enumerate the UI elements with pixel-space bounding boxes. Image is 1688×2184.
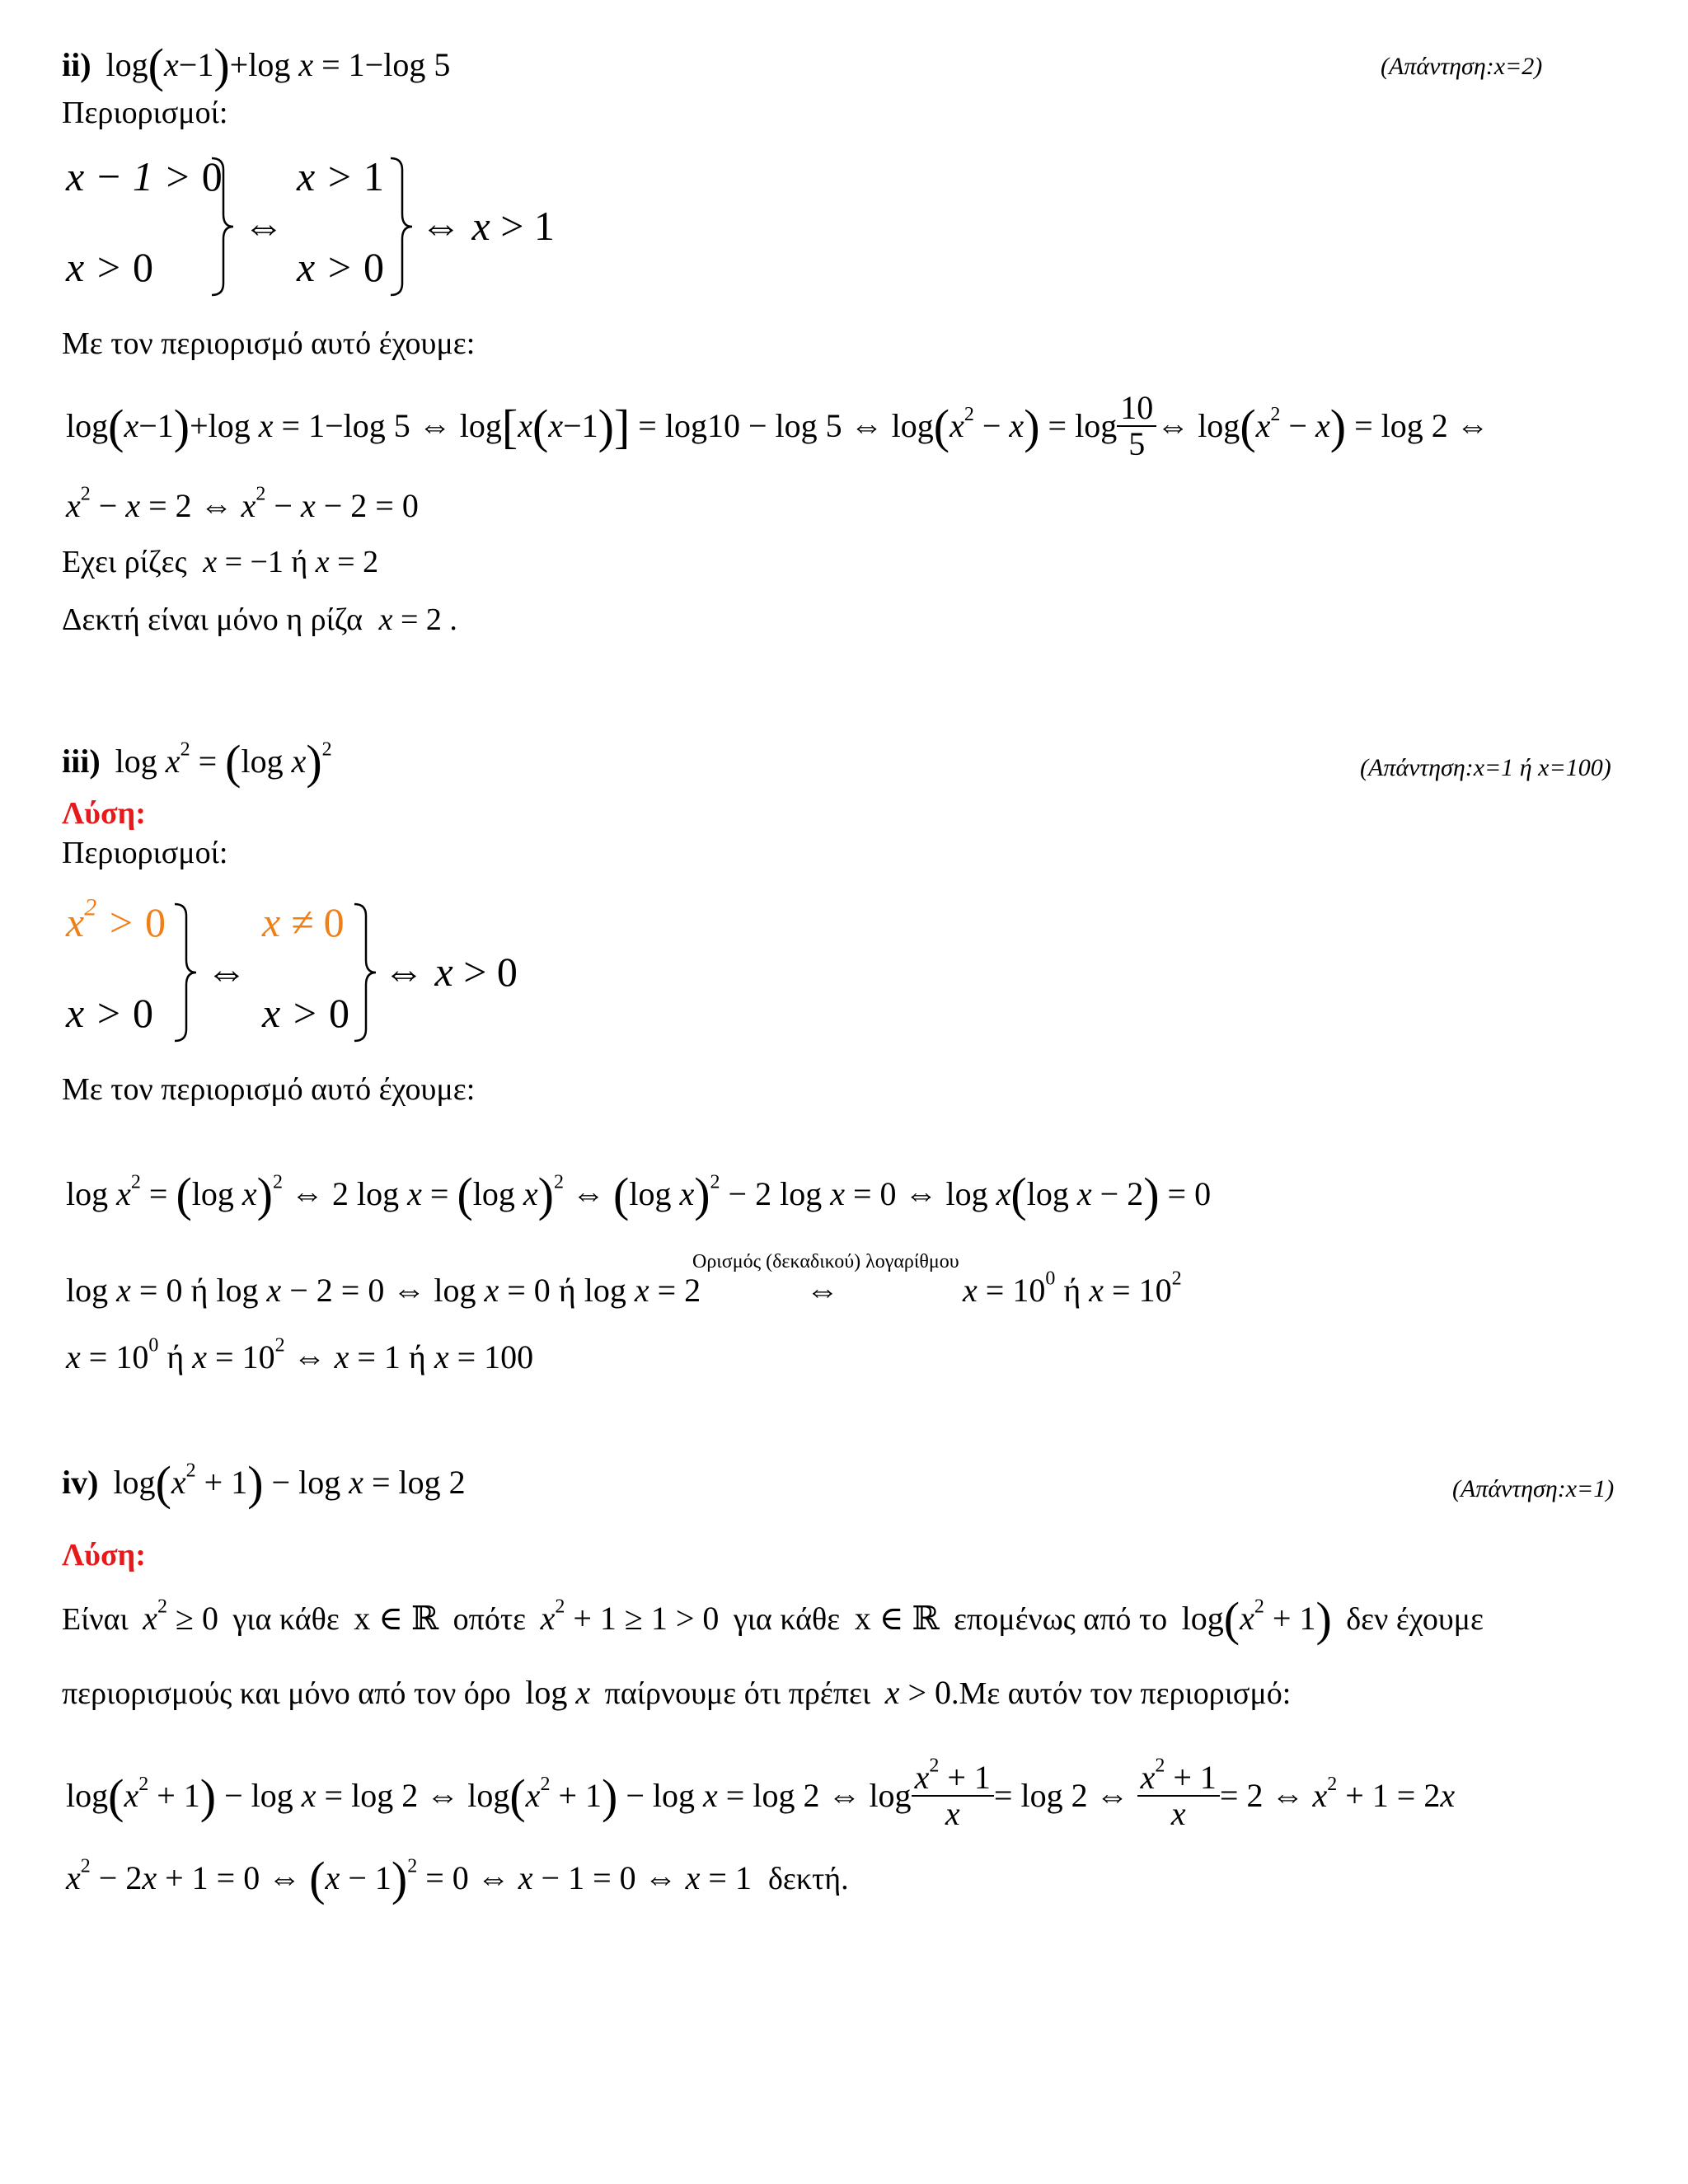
part-iv-equation-line: iv) $\log(x^2 + 1) - \log x = \log 2$ bbox=[62, 1455, 466, 1510]
part-iii-equation-line: iii) $\log x^2 = (\log$ x)$^2$ bbox=[62, 734, 332, 789]
part-iv-text-line2: περιορισμούς και μόνο από τον όρο log x παίρνουμε ότι πρέπει x > 0.Με αυτόν τον περιορισμό: bbox=[62, 1674, 1292, 1711]
part-ii-sys-left-top: x − 1 > 0 bbox=[66, 153, 223, 199]
part-ii-equation-line: ii) log(x−1)+log x = 1−log 5 bbox=[62, 38, 451, 92]
part-iii-label: iii) bbox=[62, 743, 101, 780]
part-ii-sys-result: ⇔ x > 1 bbox=[420, 203, 555, 249]
part-iii-equiv-1: ⇔ bbox=[206, 949, 247, 995]
part-iv-text1-b: για κάθε bbox=[232, 1602, 340, 1637]
part-iv-text2-c: .Με αυτόν τον περιορισμό: bbox=[951, 1676, 1292, 1711]
part-iii-with-restriction: Με τον περιορισμό αυτό έχουμε: bbox=[62, 1072, 476, 1107]
part-ii-brace-2 bbox=[389, 157, 414, 297]
part-ii-line1: log(x−1)+log x = 1−log 5 ⇔ log[x(x−1)] = log10 − log 5 ⇔ $\log(x^2 - x) = \log$ $\frac{10}{5}$ ⇔ $\log(x^2 - x) = \log 2$ ⇔ bbox=[66, 389, 1489, 462]
part-ii-roots-line: Εχει ρίζες x = −1 ή x = 2 bbox=[62, 545, 379, 579]
part-iv-text2-b: παίρνουμε ότι πρέπει bbox=[604, 1676, 871, 1711]
part-iv-text1-d: για κάθε bbox=[733, 1602, 841, 1637]
part-iv-solution-label: Λύση: bbox=[62, 1538, 146, 1572]
part-ii-brace-1 bbox=[210, 157, 235, 297]
part-iv-answer: (Απάντηση:x=1) bbox=[1452, 1475, 1615, 1502]
part-iii-line2-result: $x = 10^0$ ή $x = 10^2$ bbox=[963, 1268, 1182, 1309]
part-iv-line1: $\log(x^2 + 1) - \log x = \log 2$ ⇔ $\log(x^2 + 1) - \log x = \log 2$ ⇔ log $\frac{x^2 + 1}{x}$ = log 2 ⇔ $\frac{x^2 + 1}{x}$ = 2 ⇔ $x^2 + 1 = 2x$ bbox=[66, 1755, 1456, 1832]
part-iii-line3: $x = 10^0$ ή $x = 10^2$ ⇔ x = 1 ή x = 100 bbox=[66, 1334, 534, 1376]
part-iii-annotation: Ορισμός (δεκαδικού) λογαρίθμου bbox=[692, 1251, 959, 1272]
part-iv-text-line1: Είναι $x^2 \ge 0$ για κάθε x ∈ ℝ οπότε $x^2 + 1 \ge 1 > 0$ για κάθε x ∈ ℝ επομένως από το $\log(x^2 + 1)$ δεν έχουμε bbox=[62, 1591, 1484, 1646]
part-ii-roots-text: Εχει ρίζες bbox=[62, 545, 187, 579]
part-iv-text2-a: περιορισμούς και μόνο από τον όρο bbox=[62, 1676, 511, 1711]
part-ii-restrictions-heading: Περιορισμοί: bbox=[62, 96, 228, 130]
part-iii-sys-result: ⇔ x > 0 bbox=[383, 949, 518, 995]
part-ii-sys-left-bottom: x > 0 bbox=[66, 244, 153, 290]
part-ii-with-restriction: Με τον περιορισμό αυτό έχουμε: bbox=[62, 326, 476, 361]
part-iii-solution-label: Λύση: bbox=[62, 796, 146, 831]
part-ii-sys-mid-bottom: x > 0 bbox=[297, 244, 384, 290]
part-iv-label: iv) bbox=[62, 1464, 99, 1501]
part-iii-equiv-annotated: ⇔ bbox=[806, 1272, 839, 1309]
part-ii-accepted-text: Δεκτή είναι μόνο η ρίζα bbox=[62, 602, 363, 637]
part-iii-sys-left-bottom: x > 0 bbox=[66, 990, 153, 1036]
part-iv-line2: $x^2 - 2x + 1 = 0$ ⇔ $(x - 1)^2 = 0$ ⇔ x − 1 = 0 ⇔ x = 1 δεκτή. bbox=[66, 1851, 849, 1905]
part-iii-sys-left-top: $x^2 > 0$ bbox=[66, 893, 166, 945]
part-iv-text1-c: οπότε bbox=[452, 1602, 527, 1637]
part-iii-line1: $\log x^2 = (\log$ x)$^2$ ⇔ 2 log x = (log x)$^2$ ⇔ (log x)$^2$ − 2 log x = 0 ⇔ log x(log x − 2) = 0 bbox=[66, 1167, 1212, 1221]
part-iv-text1-e: επομένως από το bbox=[954, 1602, 1168, 1637]
part-ii-accepted-line: Δεκτή είναι μόνο η ρίζα x = 2 . bbox=[62, 602, 457, 637]
part-iii-restrictions-heading: Περιορισμοί: bbox=[62, 836, 228, 870]
part-iii-brace-1 bbox=[173, 902, 198, 1043]
part-iii-line2: log x = 0 ή log x − 2 = 0 ⇔ log x = 0 ή log x = 2 bbox=[66, 1272, 701, 1309]
part-iii-answer: (Απάντηση:x=1 ή x=100) bbox=[1360, 754, 1611, 781]
part-iii-sys-mid-top: x ≠ 0 bbox=[262, 899, 345, 945]
part-ii-sys-mid-top: x > 1 bbox=[297, 153, 384, 199]
part-iv-text1-a: Είναι bbox=[62, 1602, 129, 1637]
part-ii-label: ii) bbox=[62, 46, 91, 83]
part-ii-answer: (Απάντηση:x=2) bbox=[1381, 53, 1543, 80]
part-iii-brace-2 bbox=[353, 902, 377, 1043]
part-ii-equiv-1: ⇔ bbox=[243, 203, 284, 249]
part-iv-text1-f: δεν έχουμε bbox=[1346, 1602, 1484, 1637]
part-iii-sys-mid-bottom: x > 0 bbox=[262, 990, 349, 1036]
part-iv-accepted: δεκτή. bbox=[767, 1862, 849, 1896]
part-ii-line2: $x^2 - x = 2$ ⇔ $x^2 - x - 2 = 0$ bbox=[66, 483, 419, 524]
